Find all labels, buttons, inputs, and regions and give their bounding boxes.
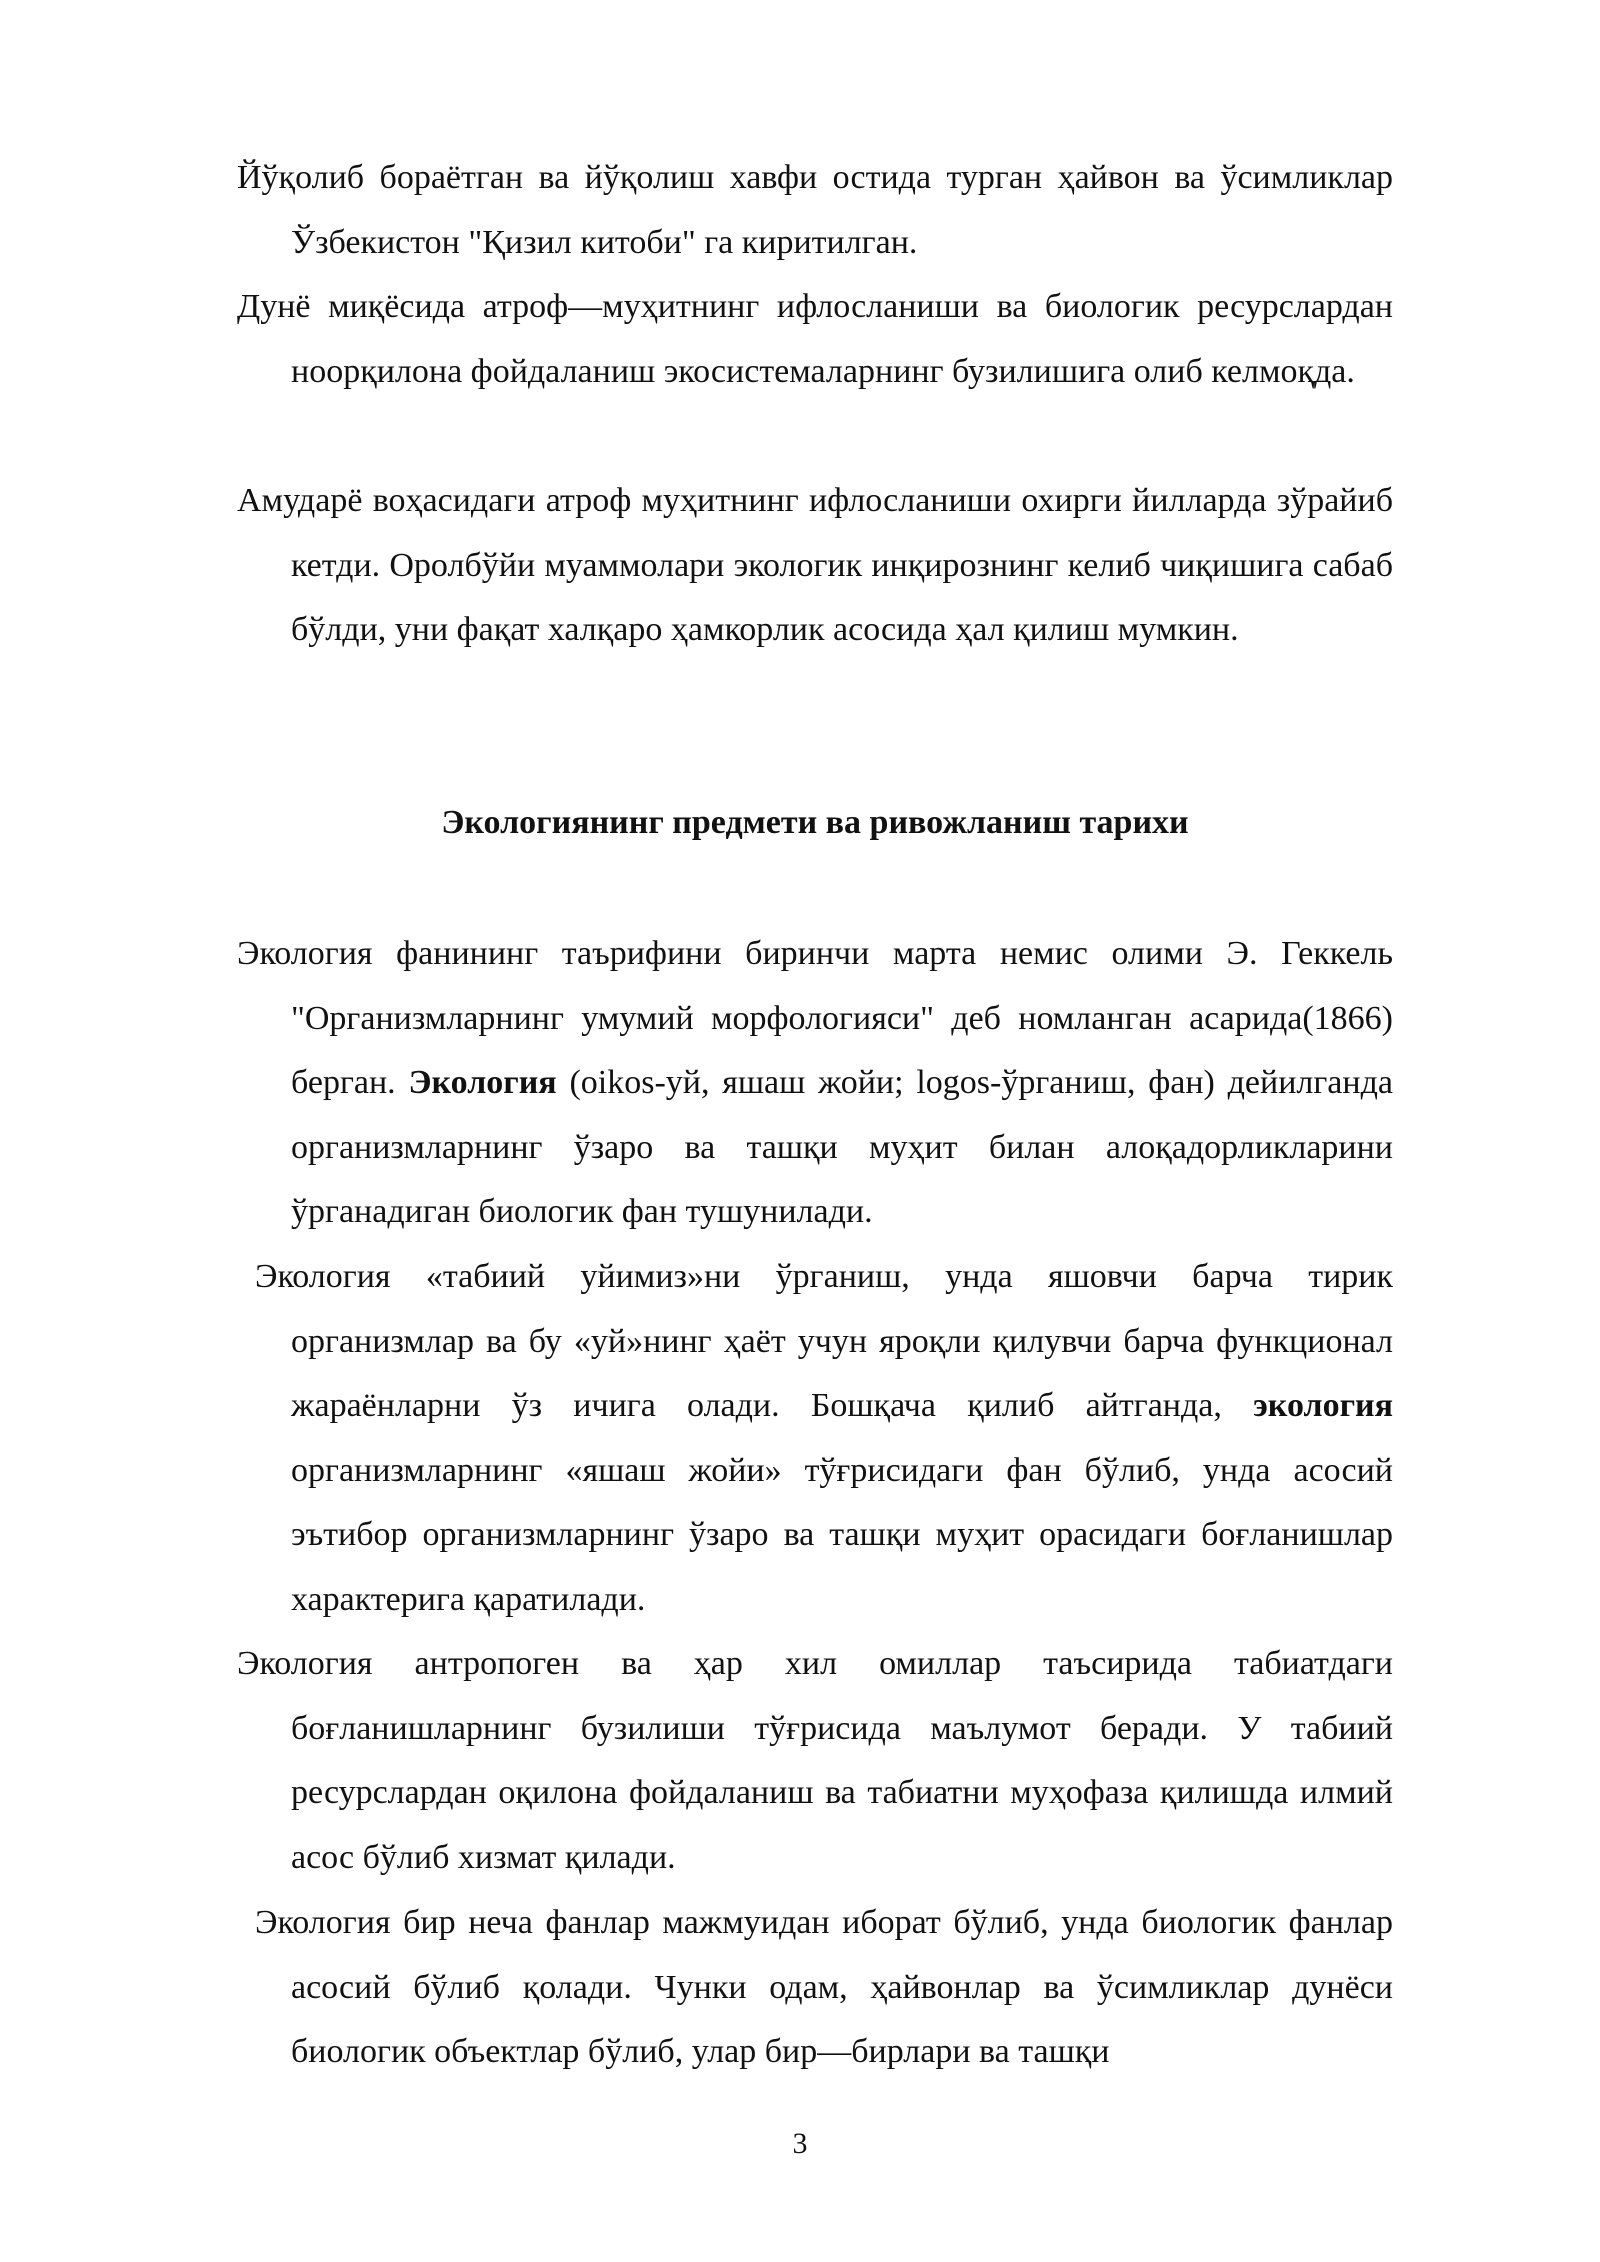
text-run: организмларнинг «яшаш жойи» тўғрисидаги фан бўлиб, унда асосий эътибор организмларнинг ўзаро ва ташқи муҳит орасидаги боғланишлар характерига қаратилади. <box>291 1451 1393 1618</box>
paragraph-haeckel-definition <box>237 922 1393 1245</box>
paragraph-amudarya <box>237 469 1393 663</box>
text-run: Экология фанининг таърифини биринчи марта немис олими Э. Геккель "Организмларнинг умумий морфологияси" деб номланган асарида(1866) берган. <box>237 935 1393 1101</box>
text-run: (oikos-уй, яшаш жойи; logos-ўрганиш, фан) дейилганда организмларнинг ўзаро ва ташқи муҳит билан алоқадорликларини ўрганадиган биологик фан тушунилади. <box>291 1064 1393 1230</box>
paragraph-text <box>237 1245 1393 1632</box>
bold-term: Экология <box>408 1064 557 1101</box>
section-heading: Экологиянинг предмети ва ривожланиш тарихи <box>441 804 1189 841</box>
paragraph-text: Дунё миқёсида атроф—муҳитнинг ифлосланиши ва биологик ресурслардан ноорқилона фойдаланиш экосистемаларнинг бузилишига олиб келмоқда. <box>237 288 1393 390</box>
paragraph-anthropogenic <box>237 1632 1393 1890</box>
page-number: 3 <box>792 2127 808 2160</box>
paragraph-text <box>237 922 1393 1245</box>
paragraph-world-pollution <box>237 275 1393 404</box>
bold-term: экология <box>1253 1387 1393 1424</box>
paragraph-text: Экология антропоген ва ҳар хил омиллар таъсирида табиатдаги боғланишларнинг бузилиши тўғрисида маълумот беради. У табиий ресурслардан оқилона фойдаланиш ва табиатни муҳофаза қилишда илмий асос бўлиб хизмат қилади. <box>237 1645 1393 1876</box>
paragraph-text: Экология бир неча фанлар мажмуидан иборат бўлиб, унда биологик фанлар асосий бўлиб қолади. Чунки одам, ҳайвонлар ва ўсимликлар дунёси биологик объектлар бўлиб, улар бир—бирлари ва ташқи <box>255 1904 1393 2070</box>
paragraph-natural-home <box>237 1245 1393 1632</box>
paragraph-text: Амударё воҳасидаги атроф муҳитнинг ифлосланиши охирги йилларда зўрайиб кетди. Оролбўйи муаммолари экологик инқирознинг келиб чиқишига сабаб бўлди, уни фақат халқаро ҳамкорлик асосида ҳал қилиш мумкин. <box>237 482 1393 648</box>
paragraph-red-book <box>237 146 1393 275</box>
text-run: Экология «табиий уйимиз»ни ўрганиш, унда яшовчи барча тирик организмлар ва бу «уй»нинг ҳаёт учун яроқли қилувчи барча функционал жараёнларни ўз ичига олади. Бошқача қилиб айтганда, <box>255 1258 1393 1424</box>
paragraph-text: Йўқолиб бораётган ва йўқолиш хавфи остида турган ҳайвон ва ўсимликлар Ўзбекистон "Қизил китоби" га киритилган. <box>237 159 1393 261</box>
paragraph-biological-sciences <box>237 1891 1393 2085</box>
